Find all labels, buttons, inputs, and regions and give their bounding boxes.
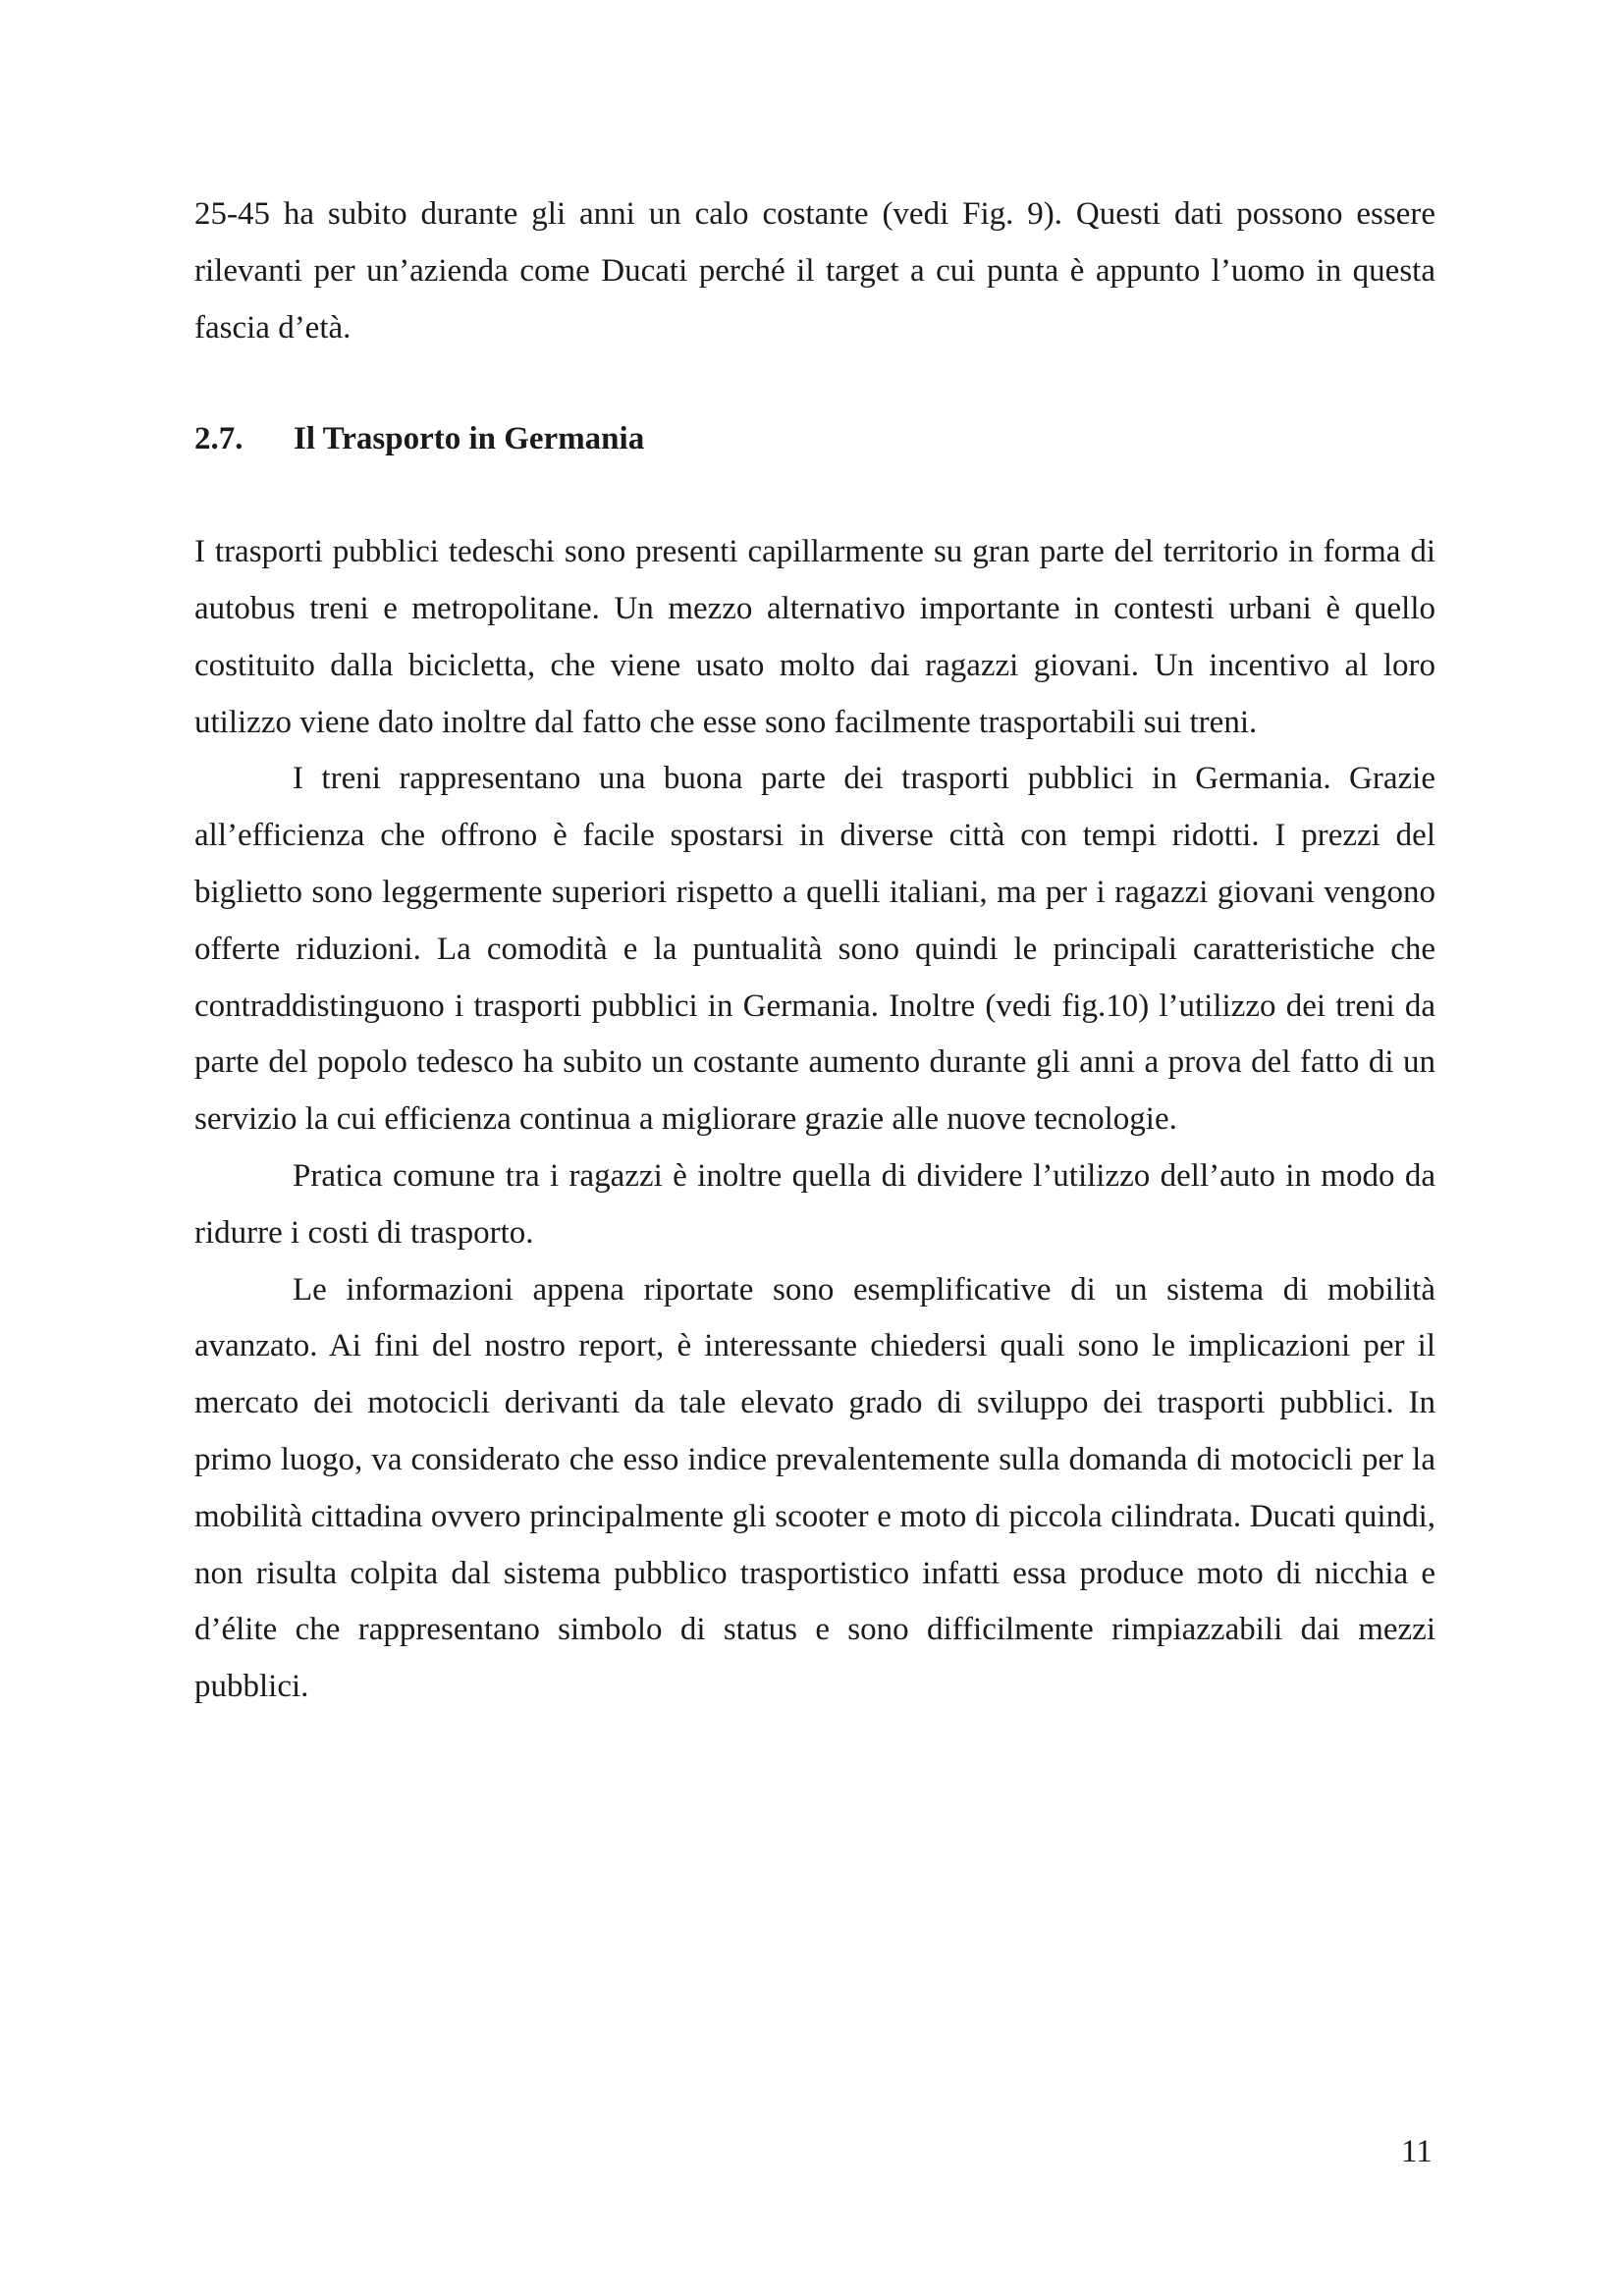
body-paragraph: I treni rappresentano una buona parte dei trasporti pubblici in Germania. Grazie all’efficienza che offrono è facile spostarsi in diverse città con tempi ridotti. I prezzi del biglietto sono leggermente superiori rispetto a quelli italiani, ma per i ragazzi giovani vengono offerte riduzioni. La comodità e la puntualità sono quindi le principali caratteristiche che contraddistinguono i trasporti pubblici in Germania. Inoltre (vedi fig.10) l’utilizzo dei treni da parte del popolo tedesco ha subito un costante aumento durante gli anni a prova del fatto di un servizio la cui efficienza continua a migliorare grazie alle nuove tecnologie. (194, 761, 1435, 1138)
section-title: Il Trasporto in Germania (294, 421, 645, 457)
intro-paragraph: 25-45 ha subito durante gli anni un calo costante (vedi Fig. 9). Questi dati possono essere rilevanti per un’azienda come Ducati perché il target a cui punta è appunto l’uomo in questa fascia d’età. (194, 196, 1435, 346)
section-number: 2.7. (194, 421, 243, 457)
document-page (194, 187, 1435, 1716)
body-paragraph: I trasporti pubblici tedeschi sono presenti capillarmente su gran parte del territorio in forma di autobus treni e metropolitane. Un mezzo alternativo importante in contesti urbani è quello costituito dalla bicicletta, che viene usato molto dai ragazzi giovani. Un incentivo al loro utilizzo viene dato inoltre dal fatto che esse sono facilmente trasportabili sui treni. (194, 534, 1435, 740)
body-paragraph: Le informazioni appena riportate sono esemplificative di un sistema di mobilità avanzato. Ai fini del nostro report, è interessante chiedersi quali sono le implicazioni per il mercato dei motocicli derivanti da tale elevato grado di sviluppo dei trasporti pubblici. In primo luogo, va considerato che esso indice prevalentemente sulla domanda di motocicli per la mobilità cittadina ovvero principalmente gli scooter e moto di piccola cilindrata. Ducati quindi, non risulta colpita dal sistema pubblico trasportistico infatti essa produce moto di nicchia e d’élite che rappresentano simbolo di status e sono difficilmente rimpiazzabili dai mezzi pubblici. (194, 1271, 1435, 1705)
section-heading (194, 411, 1435, 468)
page-number: 11 (1401, 2134, 1433, 2169)
body-paragraph: Pratica comune tra i ragazzi è inoltre quella di dividere l’utilizzo dell’auto in modo da ridurre i costi di trasporto. (194, 1157, 1435, 1251)
